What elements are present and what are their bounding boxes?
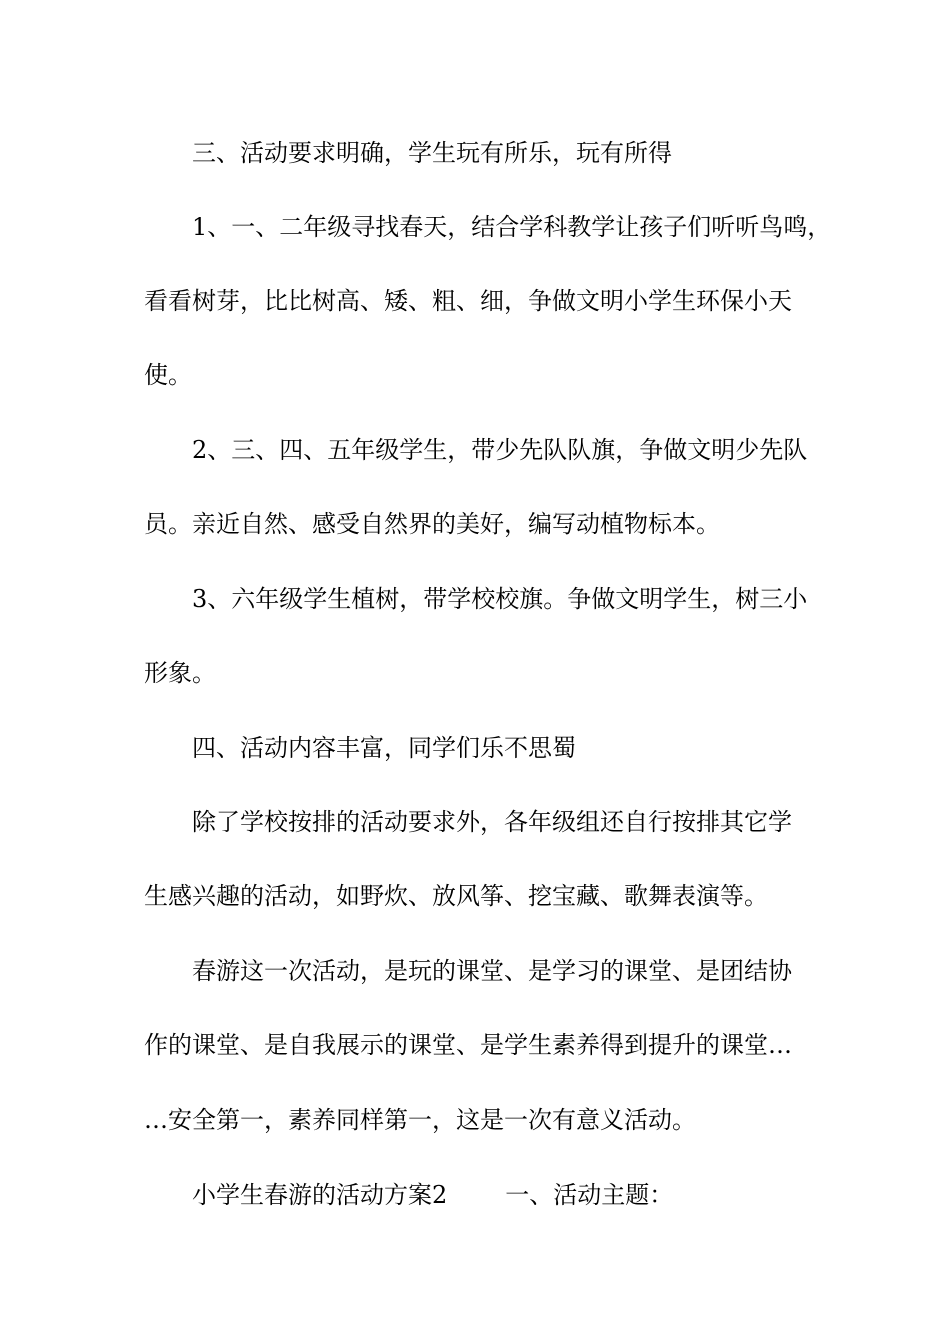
paragraph-line: 员。亲近自然、感受自然界的美好，编写动植物标本。 <box>144 510 720 538</box>
plan-title: 小学生春游的活动方案2 <box>192 1181 448 1209</box>
paragraph-line: 形象。 <box>144 659 216 687</box>
paragraph-line: …安全第一，素养同样第一，这是一次有意义活动。 <box>144 1106 696 1134</box>
paragraph-line: 3、六年级学生植树，带学校校旗。争做文明学生，树三小 <box>192 585 808 613</box>
activity-theme-heading: 一、活动主题： <box>505 1181 674 1209</box>
paragraph-line: 生感兴趣的活动，如野炊、放风筝、挖宝藏、歌舞表演等。 <box>144 882 768 910</box>
paragraph-line: 除了学校按排的活动要求外，各年级组还自行按排其它学 <box>192 808 792 836</box>
paragraph-line: 2、三、四、五年级学生，带少先队队旗，争做文明少先队 <box>192 436 808 464</box>
section-heading-3: 三、活动要求明确，学生玩有所乐，玩有所得 <box>192 139 672 167</box>
section-heading-4: 四、活动内容丰富，同学们乐不思蜀 <box>192 734 576 762</box>
paragraph-line: 作的课堂、是自我展示的课堂、是学生素养得到提升的课堂… <box>144 1031 792 1059</box>
plan-title-line <box>192 1180 673 1210</box>
paragraph-line: 1、一、二年级寻找春天，结合学科教学让孩子们听听鸟鸣， <box>192 213 832 241</box>
paragraph-line: 使。 <box>144 361 192 389</box>
paragraph-line: 看看树芽，比比树高、矮、粗、细，争做文明小学生环保小天 <box>144 287 792 315</box>
paragraph-line: 春游这一次活动，是玩的课堂、是学习的课堂、是团结协 <box>192 957 792 985</box>
